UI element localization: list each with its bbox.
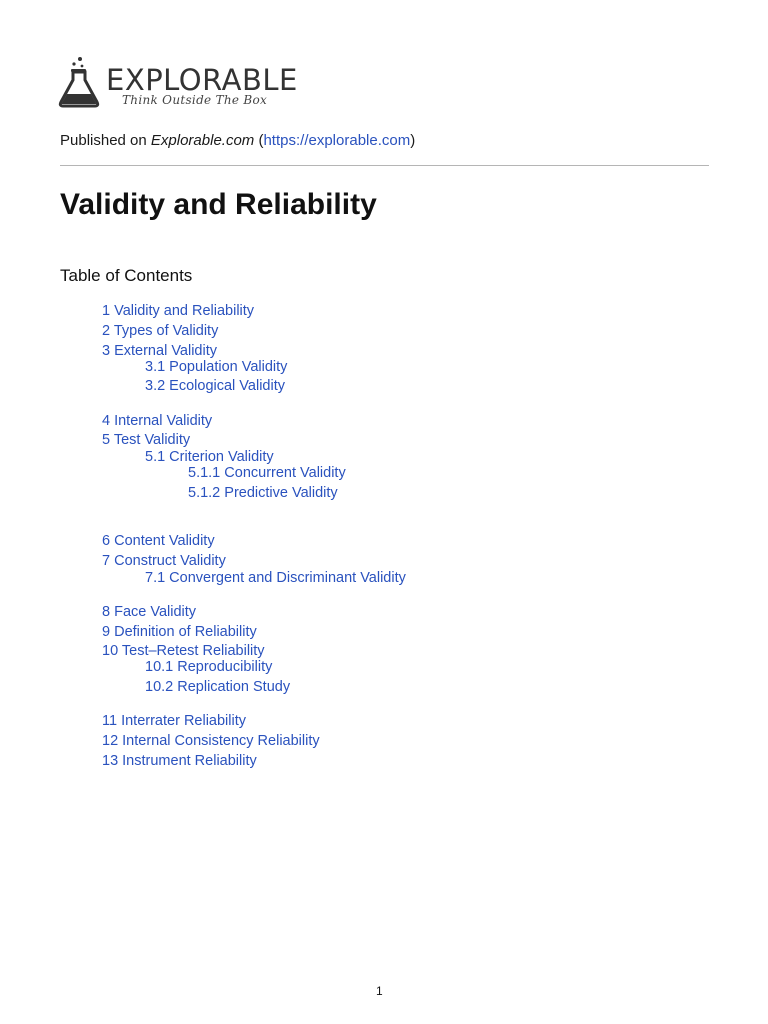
toc-link[interactable]: 10 Test–Retest Reliability [102,643,265,659]
toc-link[interactable]: 6 Content Validity [102,533,215,549]
toc-link[interactable]: 1 Validity and Reliability [102,303,255,319]
page-number: 1 [376,984,383,998]
toc-link[interactable]: 2 Types of Validity [102,323,219,339]
site-url-link[interactable]: https://explorable.com [263,132,411,149]
toc-link[interactable]: 9 Definition of Reliability [102,624,257,640]
toc-link[interactable]: 7.1 Convergent and Discriminant Validity [145,570,406,586]
paren-close: ) [410,132,416,149]
toc-link[interactable]: 11 Interrater Reliability [102,713,246,729]
toc-link[interactable]: 10.1 Reproducibility [145,659,273,675]
page-title: Validity and Reliability [60,188,377,221]
toc-link[interactable]: 7 Construct Validity [102,553,226,569]
toc-link[interactable]: 5.1 Criterion Validity [145,449,274,465]
toc-link[interactable]: 13 Instrument Reliability [102,753,257,769]
explorable-logo[interactable] [58,56,298,112]
logo-tagline: Think Outside The Box [122,93,268,107]
toc-link[interactable]: 5.1.1 Concurrent Validity [188,465,346,481]
toc-link[interactable]: 12 Internal Consistency Reliability [102,733,320,749]
header-divider [60,165,709,166]
toc-link[interactable]: 5.1.2 Predictive Validity [188,485,338,501]
toc-link[interactable]: 3 External Validity [102,343,217,359]
flask-icon [58,56,102,110]
toc-link[interactable]: 3.2 Ecological Validity [145,378,285,394]
toc-link[interactable]: 10.2 Replication Study [145,679,291,695]
published-prefix: Published on [60,132,151,149]
logo-wordmark: EXPLORABLE [106,63,298,97]
toc-link[interactable]: 3.1 Population Validity [145,359,288,375]
site-name: Explorable.com [150,132,255,149]
toc-link[interactable]: 5 Test Validity [102,432,191,448]
toc-heading: Table of Contents [60,266,193,285]
paren-open: ( [254,132,264,149]
published-line [60,132,415,149]
toc-link[interactable]: 4 Internal Validity [102,413,213,429]
toc-link[interactable]: 8 Face Validity [102,604,197,620]
